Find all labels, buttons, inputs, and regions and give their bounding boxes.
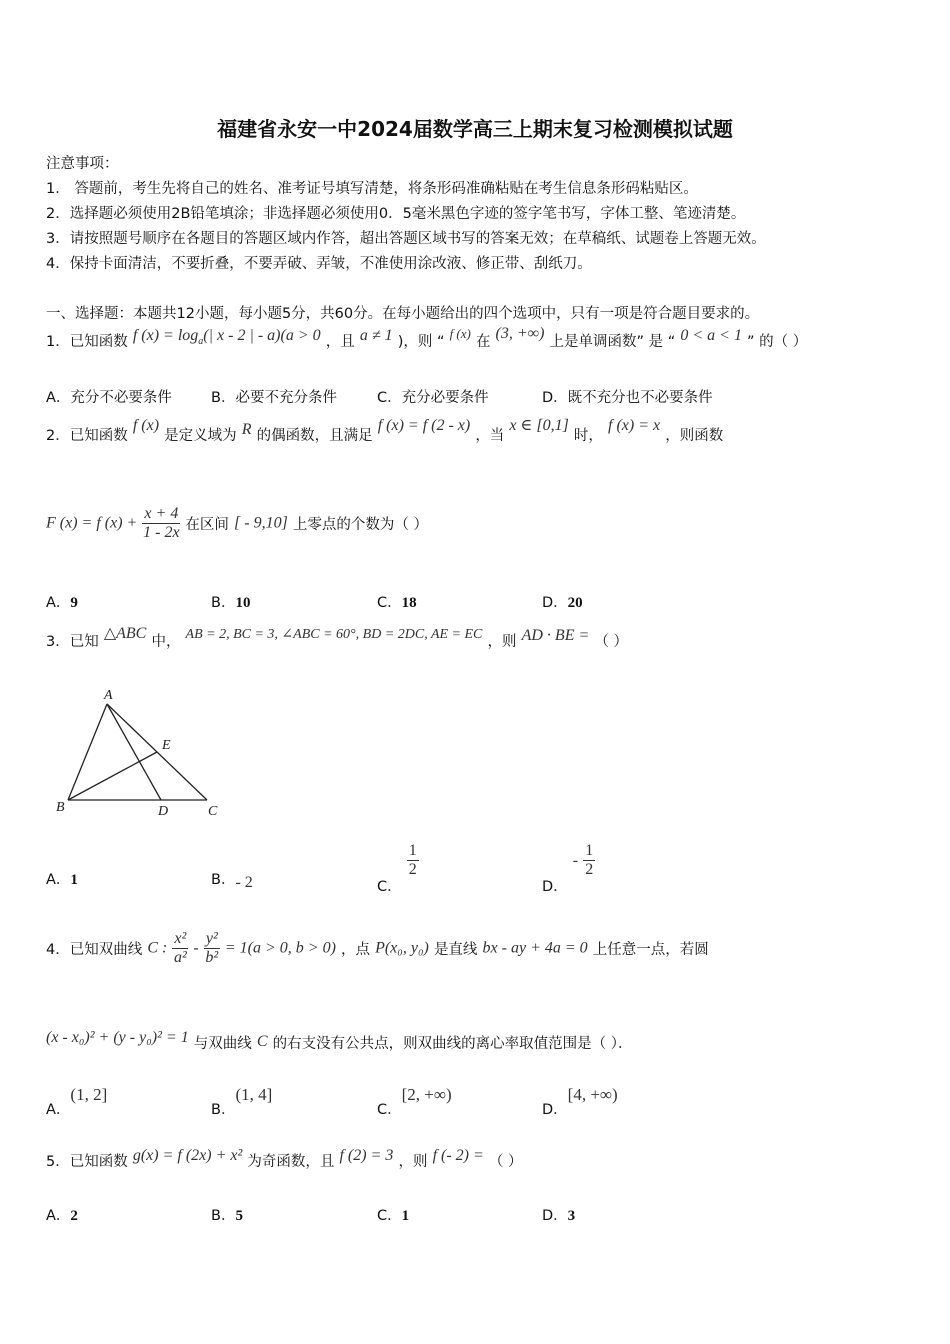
- q2-formula: [ - 9,10]: [234, 514, 288, 532]
- q4-option-a: A．(1, 2]: [46, 1085, 108, 1118]
- notice-item: 2．选择题必须使用2B铅笔填涂；非选择题必须使用0．5毫米黑色字迹的签字笔书写，字体工整、笔迹清楚。: [46, 206, 746, 222]
- question-2-line2: [46, 505, 428, 542]
- q2-text: 2．已知函数: [46, 428, 128, 444]
- page-title: 福建省永安一中2024届数学高三上期末复习检测模拟试题: [217, 117, 733, 141]
- q5-option-c: C．1: [377, 1208, 410, 1224]
- q3-text: ，则: [487, 634, 517, 650]
- q1-text: ” 的（ ）: [747, 334, 808, 350]
- vertex-label-c: C: [208, 804, 218, 819]
- q2-fraction: $\frac{x + 4}{1 - 2x}$: [143, 505, 180, 541]
- vertex-label-a: A: [104, 688, 113, 703]
- q5-option-d: D．3: [542, 1208, 576, 1224]
- q1-formula: (3, +∞): [495, 325, 545, 342]
- edge-ab: [68, 704, 107, 800]
- segment-be: [68, 752, 157, 800]
- q4-option-c: C．[2, +∞): [377, 1085, 452, 1118]
- q3-option-d: D． - $\frac{1}{2}$: [542, 842, 594, 895]
- q2-text: 是定义域为: [164, 428, 237, 444]
- q2-formula: x ∈ [0,1]: [509, 417, 569, 434]
- q4-fraction: $\frac{\text{y²}}{\text{b²}}$: [205, 930, 219, 966]
- q2-formula: R: [241, 421, 252, 438]
- question-2: [46, 417, 724, 449]
- q2-option-c: C．18: [377, 595, 417, 611]
- q3-text: 3．已知: [46, 634, 99, 650]
- q1-formula: a ≠ 1: [359, 327, 393, 344]
- q4-text: 是直线: [433, 942, 478, 958]
- q1-option-a: A．充分不必要条件: [46, 390, 172, 406]
- q1-formula: 0 < a < 1: [680, 327, 742, 344]
- q1-text: )，则 “: [397, 334, 445, 350]
- q2-text: ，当: [475, 428, 505, 444]
- q5-formula: g(x) = f (2x) + x²: [132, 1147, 243, 1164]
- q2-text: ，则函数: [665, 428, 724, 444]
- q4-option-b: B．(1, 4]: [211, 1085, 273, 1118]
- vertex-label-b: B: [56, 800, 65, 815]
- q2-text: 在区间: [185, 517, 229, 533]
- q4-fraction: $\frac{\text{x²}}{\text{a²}}$: [173, 930, 187, 966]
- q4-text: ，点: [340, 942, 370, 958]
- section-heading: 一、选择题：本题共12小题，每小题5分，共60分。在每小题给出的四个选项中，只有一项是符合题目要求的。: [46, 306, 760, 322]
- q3-option-b: B．- 2: [211, 872, 253, 891]
- point-label-d: D: [158, 804, 169, 819]
- notice-item: 1． 答题前，考生先将自己的姓名、准考证号填写清楚，将条形码准确粘贴在考生信息条形码粘贴区。: [46, 181, 698, 197]
- q4-formula: P(x₀, y₀): [375, 939, 429, 957]
- q2-text: 时，: [573, 428, 603, 444]
- q5-option-a: A．2: [46, 1208, 78, 1224]
- q3-text: （ ）: [594, 634, 628, 650]
- q5-text: （ ）: [488, 1154, 523, 1170]
- segment-ad: [107, 704, 161, 800]
- q5-formula: f (- 2) =: [432, 1147, 484, 1164]
- q4-formula: C: [256, 1033, 268, 1050]
- q1-option-c: C．充分必要条件: [377, 390, 489, 406]
- question-3: [46, 625, 628, 656]
- q4-text: 与双曲线: [193, 1036, 252, 1052]
- notice-item: 4．保持卡面清洁，不要折叠，不要弄破、弄皱，不准使用涂改液、修正带、刮纸刀。: [46, 256, 592, 272]
- q4-text: 4．已知双曲线: [46, 942, 143, 958]
- q1-formula: f (x): [449, 326, 471, 341]
- question-4: 4．已知双曲线 C : $\frac{\text{x²}}{\text{a²}}$ - $\frac{\text{y²}}{\text{b²}}$ = 1(a > 0, b > 0) ，点 P(x₀, y₀) 是直线 bx - ay + 4a = 0 上任意一点，若圆: [46, 930, 709, 966]
- notice-heading: 注意事项：: [46, 156, 119, 172]
- q4-formula: C :: [147, 939, 168, 957]
- q2-text: 的偶函数，且满足: [256, 428, 373, 444]
- q2-option-d: D．20: [542, 595, 583, 611]
- q4-text: 上任意一点，若圆: [592, 942, 709, 958]
- q3-formula: △ABC: [103, 625, 147, 642]
- q2-formula: F (x) = f (x) +: [46, 514, 138, 532]
- q2-text: 上零点的个数为（ ）: [292, 517, 428, 533]
- q1-text: 上是单调函数” 是 “: [549, 334, 676, 350]
- q5-formula: f (2) = 3: [339, 1147, 394, 1164]
- question-5: [46, 1148, 523, 1175]
- q1-text: ，且: [325, 334, 355, 350]
- q3-formula: AB = 2, BC = 3, ∠ABC = 60°, BD = 2DC, AE = EC: [185, 627, 483, 642]
- q1-formula: f $(x) = \log_a(|$ x - 2 | - a)(a > 0: [132, 327, 321, 348]
- q4-option-d: D．[4, +∞): [542, 1085, 618, 1118]
- q4-formula: bx - ay + 4a = 0: [482, 939, 588, 957]
- q1-text: 1．已知函数: [46, 334, 128, 350]
- q5-text: 为奇函数，且: [247, 1154, 335, 1170]
- point-label-e: E: [162, 738, 171, 753]
- q4-formula: (x - x₀)² + (y - y₀)² = 1: [46, 1029, 189, 1046]
- q2-option-a: A．9: [46, 595, 78, 611]
- q4-text: 的右支没有公共点，则双曲线的离心率取值范围是（ ）．: [272, 1036, 633, 1052]
- question-4-line2: [46, 1030, 633, 1057]
- question-1: [46, 325, 808, 360]
- q5-text: ，则: [398, 1154, 428, 1170]
- q4-formula: = 1(a > 0, b > 0): [224, 939, 336, 957]
- triangle-figure: [50, 684, 230, 824]
- q3-option-c: C． $\frac{1}{2}$: [377, 842, 417, 895]
- q2-formula: f (x) = f (2 - x): [377, 417, 471, 434]
- q2-formula: f (x): [132, 417, 160, 434]
- q5-text: 5．已知函数: [46, 1154, 128, 1170]
- q3-option-a: A．1: [46, 872, 78, 888]
- notice-item: 3．请按照题号顺序在各题目的答题区域内作答，超出答题区域书写的答案无效；在草稿纸、试题卷上答题无效。: [46, 231, 766, 247]
- q2-option-b: B．10: [211, 595, 251, 611]
- q3-text: 中，: [151, 634, 181, 650]
- q1-option-d: D．既不充分也不必要条件: [542, 390, 713, 406]
- q1-text: 在: [475, 334, 491, 350]
- q2-formula: f (x) = x: [608, 417, 661, 434]
- q1-option-b: B．必要不充分条件: [211, 390, 337, 406]
- q5-option-b: B．5: [211, 1208, 243, 1224]
- q3-formula: AD · BE =: [521, 627, 590, 644]
